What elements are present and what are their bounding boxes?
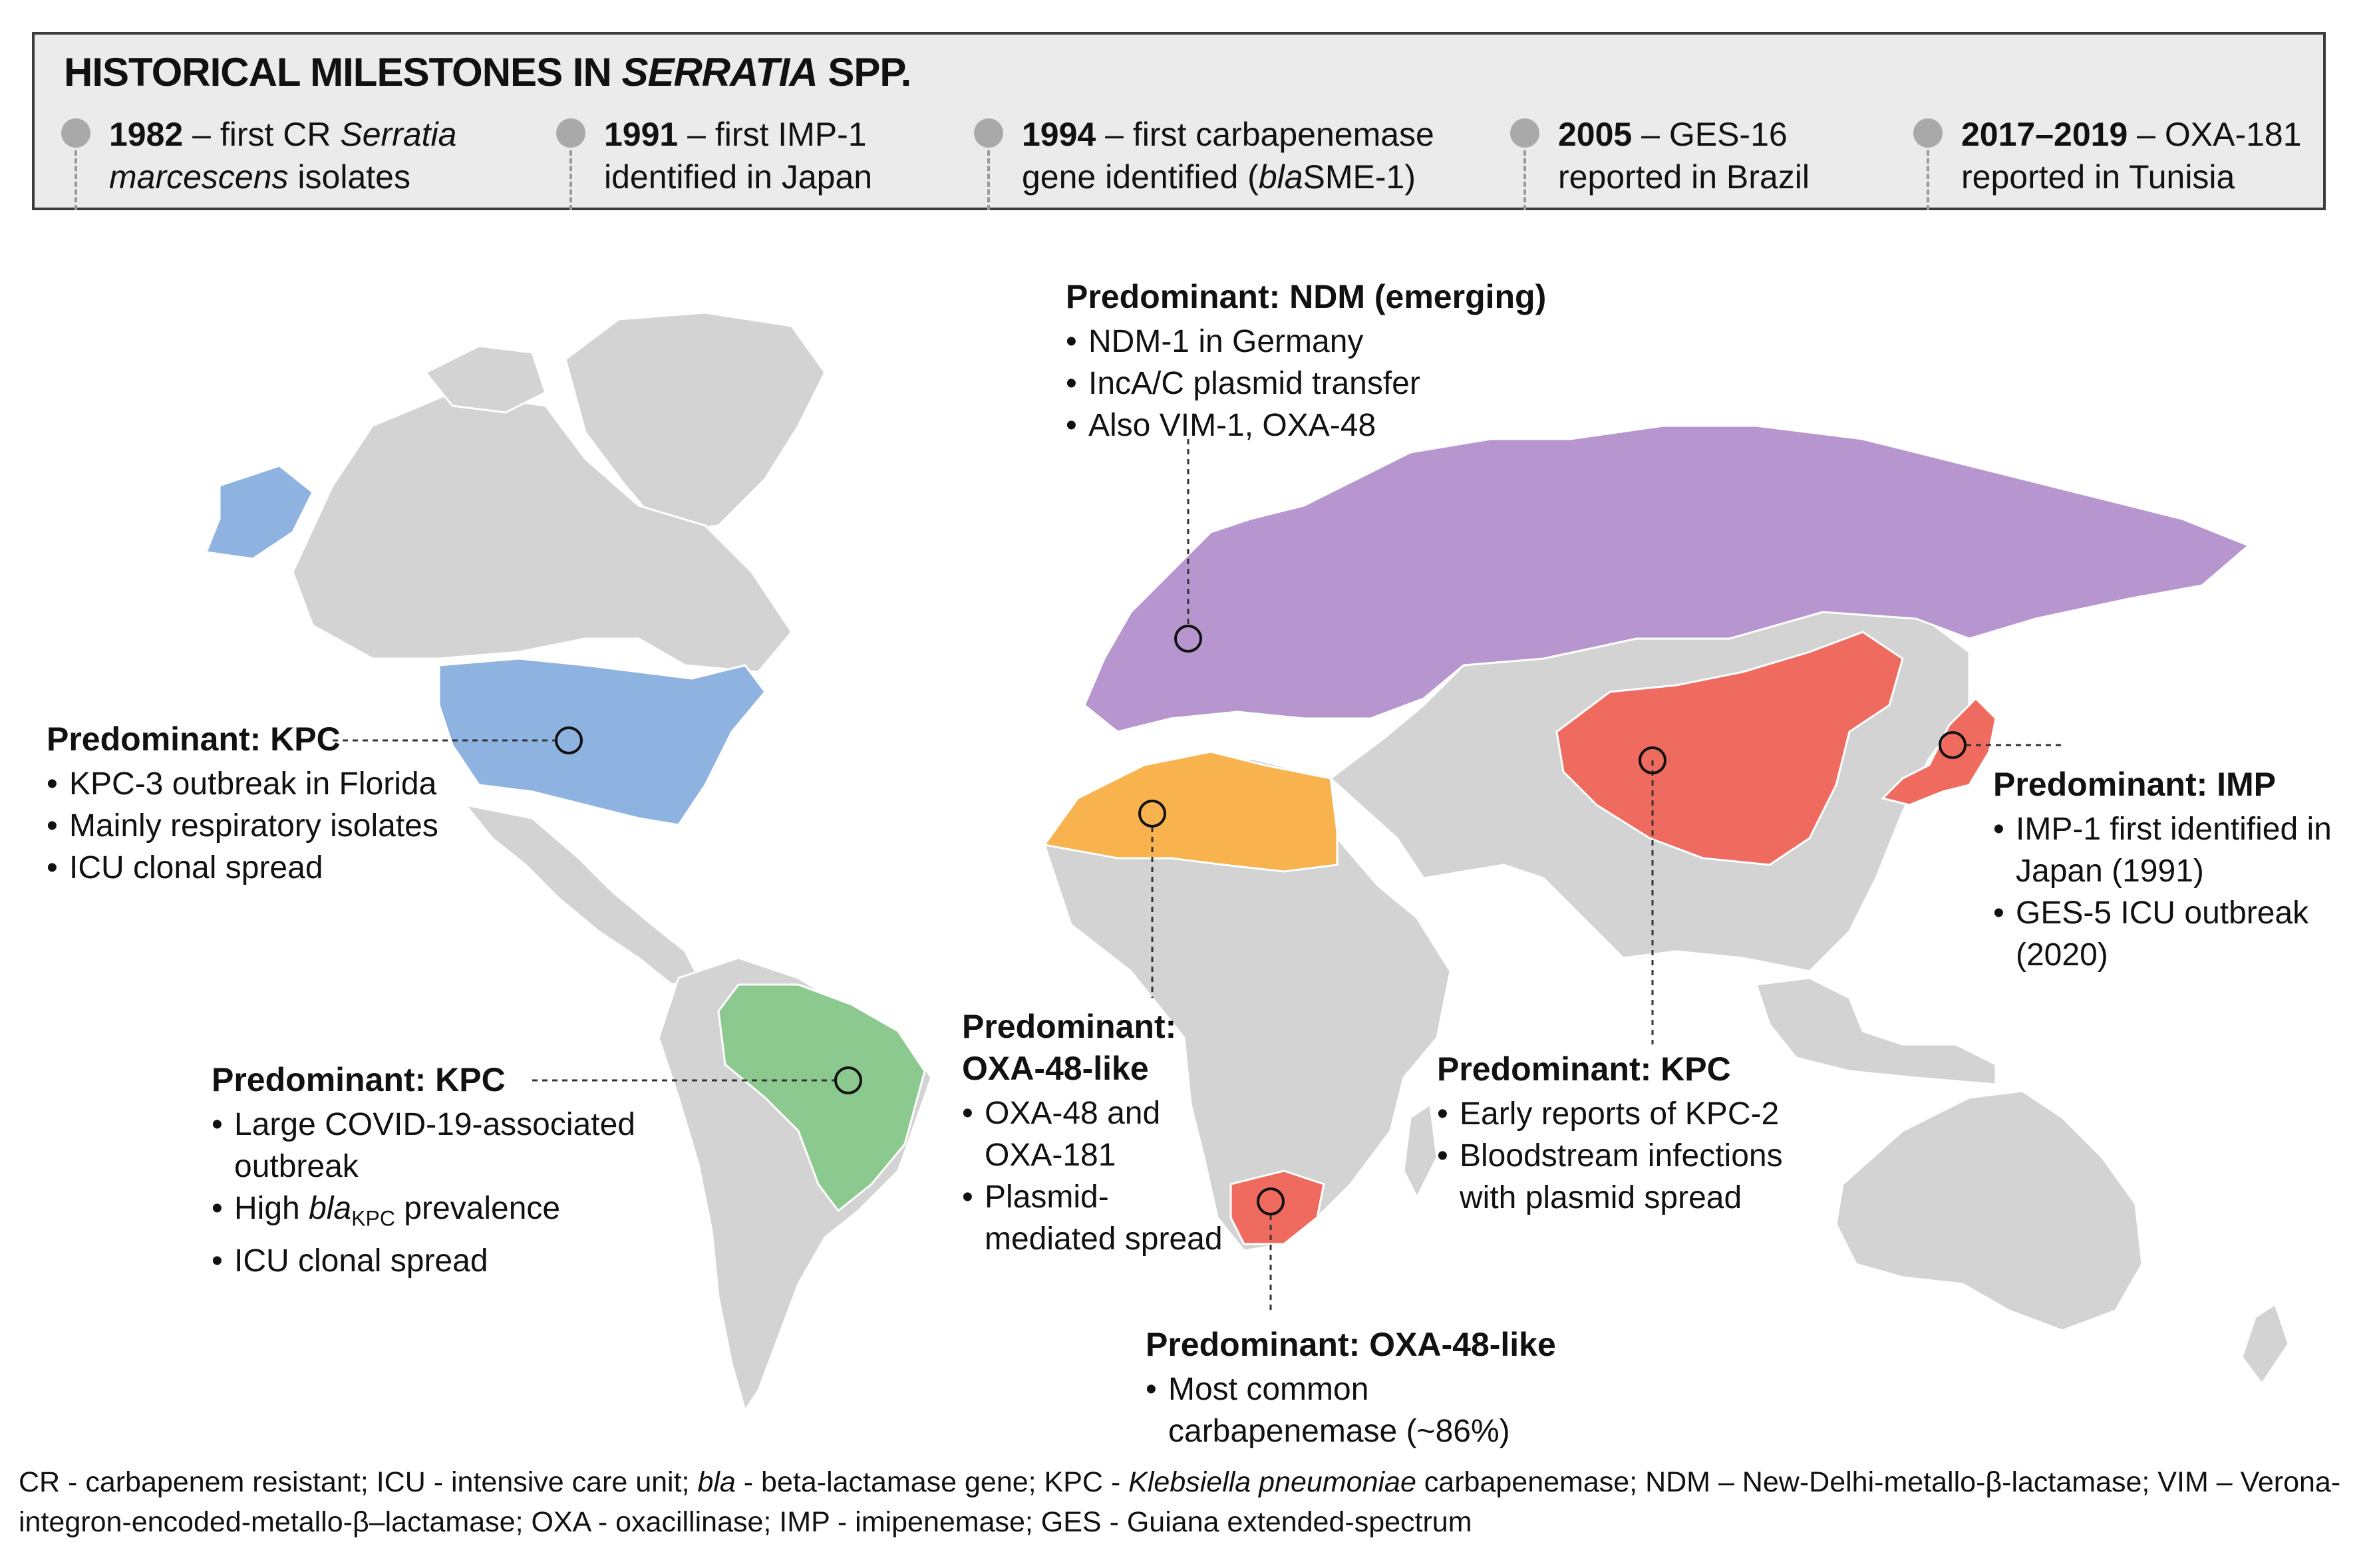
china-annotation: Predominant: KPC • Early reports of KPC-2 • Bloodstream infections with plasmid spread [1437,1048,1783,1219]
south-africa-region [1231,1171,1324,1244]
brazil-annotation: Predominant: KPC • Large COVID-19-associated outbreak • High bla$_{KPC}$ prevalence • ICU clonal spread [212,1059,635,1282]
madagascar-landmass [1404,1104,1437,1197]
timeline-title: HISTORICAL MILESTONES IN SERRATIA SPP. [64,50,911,94]
milestones-timeline: HISTORICAL MILESTONES IN SERRATIA SPP. 1982 – first CR Serratia marcescens isolates 1991 – first IMP-1 identified in Japan 1994 – first carbapenemase gene identified (blaSME-1) 2005 – GES-16 reported in Brazil 2017–2019 – OXA-181 reported in Tunisia [32,32,2326,210]
abbreviations-footnote: CR - carbapenem resistant; ICU - intensive care unit; bla - beta-lactamase gene; KPC - Klebsiella pneumoniae carbapenemase; NDM – New-Delhi-metallo-β-lactamase; VIM – Verona-integron-encoded-metallo-β–lactamase; OXA - oxacillinase; IMP - imipenemase; GES - Guiana extended-spectrum [19,1466,2341,1538]
southeast-asia-islands [1756,978,1996,1084]
new-zealand-landmass [2242,1304,2289,1384]
europe-annotation: Predominant: NDM (emerging) • NDM-1 in Germany • IncA/C plasmid transfer • Also VIM-1, OXA-48 [1066,276,1546,446]
japan-annotation: Predominant: IMP • IMP-1 first identified in Japan (1991) • GES-5 ICU outbreak (2020) [1993,764,2332,976]
usa-annotation: Predominant: KPC • KPC-3 outbreak in Florida • Mainly respiratory isolates • ICU clonal spread [47,718,438,889]
north-africa-annotation: Predominant: OXA-48-like • OXA-48 and OXA-181 • Plasmid- mediated spread [962,1006,1223,1260]
central-america-landmass [466,805,699,985]
south-africa-annotation: Predominant: OXA-48-like • Most common carbapenemase (~86%) [1146,1324,1556,1452]
australia-landmass [1836,1091,2142,1331]
